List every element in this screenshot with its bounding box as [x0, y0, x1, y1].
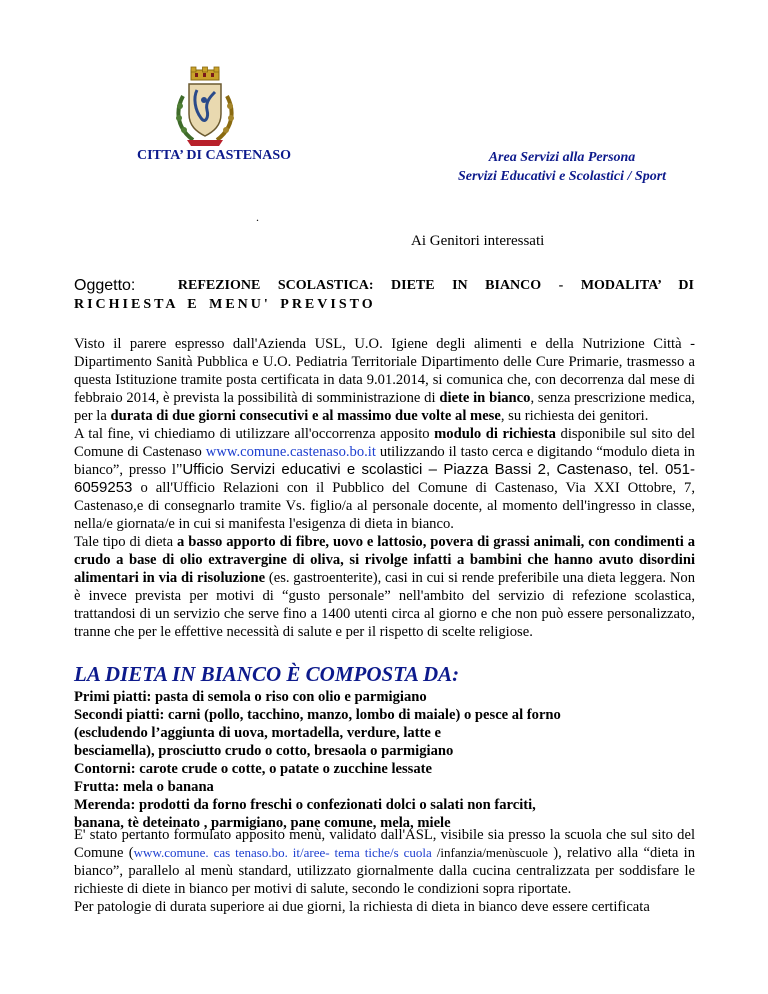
text: /infanzia/menùscuole [431, 845, 548, 860]
subject-title-line-1: REFEZIONE SCOLASTICA: DIETE IN BIANCO - MODALITA’ DI [177, 278, 694, 293]
paragraph-5: Per patologie di durata superiore ai due giorni, la richiesta di dieta in bianco deve essere certificata [74, 899, 650, 915]
text: utilizzando il tasto cerca e digitando “modulo dieta in bianco”, presso l [74, 444, 695, 478]
menu-line: Contorni: carote crude o cotte, o patate o zucchine lessate [74, 761, 432, 777]
paragraph-1 [74, 335, 695, 425]
menu-line: besciamella), prosciutto crudo o cotto, bresaola o parmigiano [74, 743, 454, 759]
department-line-1: Area Servizi alla Persona [488, 150, 636, 165]
menu-line: Merenda: prodotti da forno freschi o confezionati dolci o salati non farciti, [74, 797, 536, 813]
department-heading [412, 148, 712, 186]
text: ), relativo alla “dieta in bianco”, parallelo al menù standard, utilizzato giornalmente dalla cucina centralizzata per soddisfare le richieste di diete in bianco per motivi di salute, secondo le condizioni sopra riportate. [74, 845, 696, 897]
text: , senza prescrizione medica, per la [74, 390, 695, 424]
office-address-text: ’’Ufficio Servizi educativi e scolastici – Piazza Bassi 2, Castenaso, tel. 051-6059253 [74, 461, 695, 496]
subject-title-line-2: RICHIESTA E MENU' PREVISTO [74, 297, 376, 312]
menu-list [74, 688, 694, 832]
department-line-2: Servizi Educativi e Scolastici / Sport [457, 169, 667, 184]
menu-page-link[interactable]: www.comune. cas tenaso.bo. it/aree- tema tiche/s cuola [133, 845, 432, 860]
bold-text: diete in bianco [439, 390, 531, 406]
body-text-bottom [74, 826, 695, 916]
menu-line: Primi piatti: pasta di semola o riso con olio e parmigiano [74, 689, 427, 705]
text: E' stato pertanto formulato apposito menù, validato dall'ASL, visibile sia presso la scuola che sul sito del Comune ( [74, 827, 695, 861]
body-text-top [74, 335, 695, 641]
paragraph-3 [74, 533, 695, 641]
paragraph-2 [74, 425, 695, 533]
menu-heading: LA DIETA IN BIANCO È COMPOSTA DA: [74, 662, 460, 686]
city-name: CITTA’ DI CASTENASO [137, 148, 292, 163]
recipient-line: Ai Genitori interessati [411, 233, 545, 249]
text: (es. gastroenterite), casi in cui si rende preferibile una dieta leggera. Non è invece prevista per motivi di “gusto personale” nell'ambito del servizio di refezione scolastica, trattandosi di un servizio che serve fino a 1400 utenti circa al giorno e che non può essere personalizzato, tranne che per le effettive necessità di salute e per il rispetto di scelte religiose. [74, 570, 696, 640]
bold-text: a basso apporto di fibre, uovo e lattosio, povera di grassi animali, con condimenti a crudo a base di olio extravergine di oliva, si rivolge infatti a bambini che hanno avuto disordini alimentari in via di risoluzione [74, 534, 696, 586]
text: A tal fine, vi chiediamo di utilizzare all'occorrenza apposito [74, 426, 435, 442]
menu-line: (escludendo l’aggiunta di uova, mortadella, verdure, latte e [74, 725, 441, 741]
bold-text: durata di due giorni consecutivi e al massimo due volte al mese [110, 408, 501, 424]
coat-of-arms-icon [171, 66, 239, 152]
menu-line: Frutta: mela o banana [74, 779, 214, 795]
text: Tale tipo di dieta [74, 534, 178, 550]
stray-dot: . [256, 210, 259, 224]
website-link[interactable]: www.comune.castenaso.bo.it [205, 444, 376, 460]
bold-text: modulo di richiesta [434, 426, 556, 442]
text: disponibile sul sito del Comune di Castenaso [74, 426, 696, 460]
menu-line: Secondi piatti: carni (pollo, tacchino, manzo, lombo di maiale) o pesce al forno [74, 707, 561, 723]
text: Visto il parere espresso dall'Azienda USL, U.O. Igiene degli alimenti e della Nutrizione Città -Dipartimento Sanità Pubblica e U.O. Pediatria Territoriale Dipartimento delle Cure Primarie, trasmesso a questa Istituzione tramite posta certificata in data 9.01.2014, si comunica che, con decorrenza dal mese di febbraio 2014, è prevista la possibilità di somministrazione di [74, 336, 695, 406]
subject-block [74, 276, 694, 314]
menu-line: banana, tè deteinato , parmigiano, pane comune, mela, miele [74, 815, 451, 831]
paragraph-4 [74, 826, 695, 898]
text: o all'Ufficio Relazioni con il Pubblico del Comune di Castenaso, Via XXI Ottobre, 7, Castenaso,e di consegnarlo tramite Vs. figlio/a al personale docente, al momento dell'ingresso in classe, nella/e giornata/e in cui si manifesta l'esigenza di dieta in bianco. [74, 480, 695, 532]
text: , su richiesta dei genitori. [500, 408, 649, 424]
subject-lead: Oggetto: [74, 277, 136, 294]
